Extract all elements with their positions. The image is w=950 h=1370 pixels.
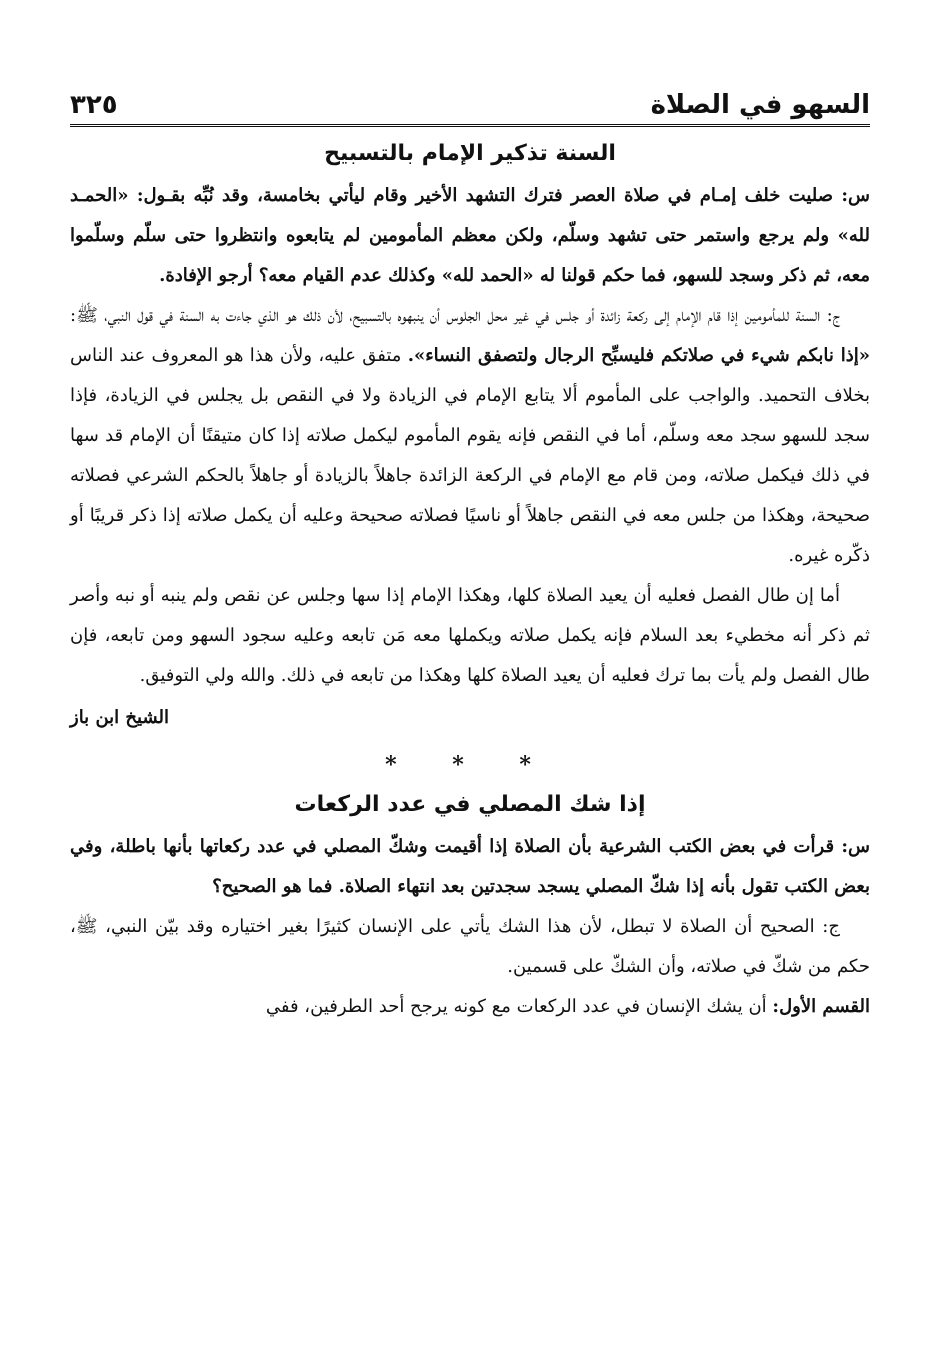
hadith-quote: «إذا نابكم شيء في صلاتكم فليسبِّح الرجال ولتصفق النساء». <box>407 345 870 366</box>
answer-text-after-quote: متفق عليه، ولأن هذا هو المعروف عند الناس بخلاف التحميد. والواجب على المأموم ألا يتابع الإمام في الزيادة ولا في النقص بل يجلس في الزيادة، فإذا سجد للسهو سجد معه وسلّم، أما في النقص فإنه يقوم المأموم ليكمل صلاته إذا كان متيقنًا أن الإمام قد سها في ذلك فيكمل صلاته، ومن قام مع الإمام في الركعة الزائدة جاهلاً بالزيادة أو جاهلاً بالحكم الشرعي فصلاته صحيحة، وهكذا من جلس معه في النقص جاهلاً أو ناسيًا فصلاته صحيحة وعليه أن يكمل صلاته إذا ذكر قريبًا أو ذكّره غيره. <box>70 345 870 566</box>
part-one-text: أن يشك الإنسان في عدد الركعات مع كونه يرجح أحد الطرفين، ففي <box>265 996 767 1017</box>
question-label: س: <box>841 185 870 206</box>
answer-label: ج: <box>826 305 840 326</box>
part-one-label: القسم الأول: <box>772 996 870 1017</box>
page-number: ٣٢٥ <box>70 90 118 120</box>
question-text: صليت خلف إمـام في صلاة العصر فترك التشهد الأخير وقام ليأتي بخامسة، وقد نُبِّه بقـول: «الحمـد لله» ولم يرجع واستمر حتى تشهد وسلّم، ولكن معظم المأمومين لم يتابعوه وانتظروا حتى سلّم وسلّموا معه، ثم ذكر وسجد للسهو، فما حكم قولنا له «الحمد لله» وكذلك عدم القيام معه؟ أرجو الإفادة. <box>70 185 870 286</box>
question-paragraph-2 <box>70 827 870 907</box>
running-header <box>70 70 870 127</box>
running-title: السهو في الصلاة <box>650 90 870 120</box>
signature: الشيخ ابن باز <box>70 707 170 728</box>
question-paragraph-1 <box>70 176 870 296</box>
part-one-paragraph <box>70 987 870 1027</box>
question-text: قرأت في بعض الكتب الشرعية بأن الصلاة إذا أقيمت وشكّ المصلي في عدد ركعاتها بأنها باطلة، وفي بعض الكتب تقول بأنه إذا شكّ المصلي يسجد سجدتين بعد انتهاء الصلاة. فما هو الصحيح؟ <box>70 836 870 897</box>
section-separator: * * * <box>385 752 555 778</box>
section-title-tasbih: السنة تذكير الإمام بالتسبيح <box>324 141 616 166</box>
question-label: س: <box>841 836 870 857</box>
document-page <box>70 70 870 1310</box>
answer-label: ج: <box>822 916 840 937</box>
answer-paragraph-2: أما إن طال الفصل فعليه أن يعيد الصلاة كلها، وهكذا الإمام إذا سها وجلس عن نقص ولم ينبه أو نبه وأصر ثم ذكر أنه مخطيء بعد السلام فإنه يكمل صلاته ويكملها معه مَن تابعه وعليه سجود السهو ومن تابعه، فإن طال الفصل ولم يأت بما ترك فعليه أن يعيد الصلاة كلها وهكذا من تابعه في ذلك. والله ولي التوفيق. <box>70 585 870 686</box>
answer-paragraph-3 <box>70 907 870 987</box>
answer-text-before-quote: السنة للمأمومين إذا قام الإمام إلى ركعة زائدة أو جلس في غير محل الجلوس أن ينبهوه بالتسبيح، لأن ذلك هو الذي جاءت به السنة في قول النبي، ﷺ: <box>70 305 821 326</box>
section-title-doubt: إذا شك المصلي في عدد الركعات <box>294 792 646 817</box>
answer-paragraph-1 <box>70 296 870 576</box>
answer-text: الصحيح أن الصلاة لا تبطل، لأن هذا الشك يأتي على الإنسان كثيرًا بغير اختياره وقد بيّن النبي، ﷺ، حكم من شكّ في صلاته، وأن الشكّ على قسمين. <box>70 916 870 977</box>
